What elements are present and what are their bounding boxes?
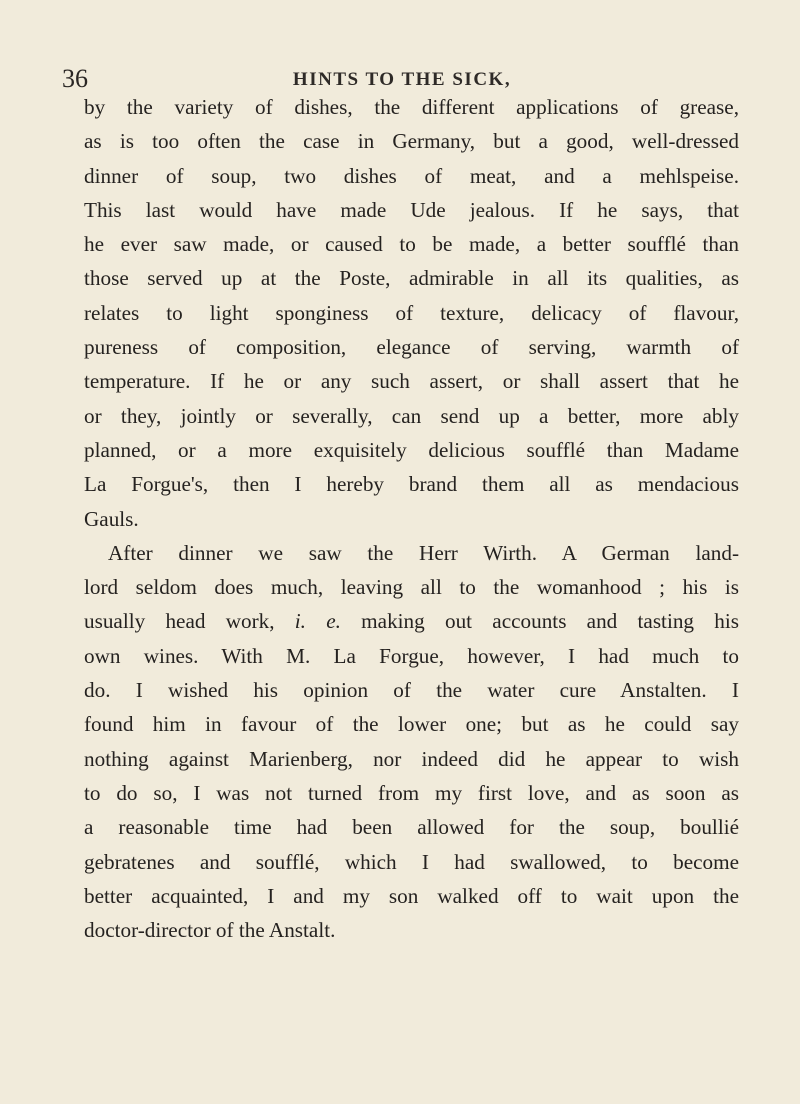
- text-line: La Forgue's, then I hereby brand them all as mendacious: [84, 472, 739, 497]
- text-line: better acquainted, I and my son walked off to wait upon the: [84, 883, 739, 908]
- text-line: as is too often the case in Germany, but a good, well-dressed: [84, 129, 739, 154]
- text-line: dinner of soup, two dishes of meat, and a mehlspeise.: [84, 163, 739, 188]
- text-line: by the variety of dishes, the different applications of grease,: [84, 95, 739, 119]
- text-line: Gauls.: [84, 506, 139, 531]
- text-line: own wines. With M. La Forgue, however, I had much to: [84, 643, 739, 668]
- text-line: gebratenes and soufflé, which I had swallowed, to become: [84, 849, 739, 874]
- text-line: nothing against Marienberg, nor indeed did he appear to wish: [84, 746, 739, 771]
- text-line: or they, jointly or severally, can send up a better, more ably: [84, 403, 739, 428]
- body-text: [84, 90, 739, 947]
- paragraph-1: [84, 90, 739, 536]
- text-line: a reasonable time had been allowed for the soup, boullié: [84, 815, 739, 840]
- text-line: This last would have made Ude jealous. If he says, that: [84, 197, 739, 222]
- text-line: do. I wished his opinion of the water cure Anstalten. I: [84, 678, 739, 703]
- text-line: relates to light sponginess of texture, delicacy of flavour,: [84, 300, 739, 325]
- text-line: those served up at the Poste, admirable in all its qualities, as: [84, 266, 739, 291]
- text-line: planned, or a more exquisitely delicious soufflé than Madame: [84, 437, 739, 462]
- text-line: After dinner we saw the Herr Wirth. A German land-: [108, 540, 739, 565]
- paragraph-2: [84, 536, 739, 948]
- text-line: doctor-director of the Anstalt.: [84, 918, 336, 943]
- text-line: usually head work, i. e. making out accounts and tasting his: [84, 609, 739, 634]
- text-line: temperature. If he or any such assert, or shall assert that he: [84, 369, 739, 394]
- text-line: lord seldom does much, leaving all to the womanhood ; his is: [84, 575, 739, 600]
- running-title: HINTS TO THE SICK,: [292, 69, 512, 90]
- text-line: to do so, I was not turned from my first love, and as soon as: [84, 780, 739, 805]
- italic-abbreviation: i. e.: [294, 609, 341, 634]
- text-line: he ever saw made, or caused to be made, a better soufflé than: [84, 232, 739, 257]
- text-line: found him in favour of the lower one; but as he could say: [84, 712, 739, 737]
- text-line: pureness of composition, elegance of serving, warmth of: [84, 335, 739, 360]
- page-number: 36: [62, 64, 88, 93]
